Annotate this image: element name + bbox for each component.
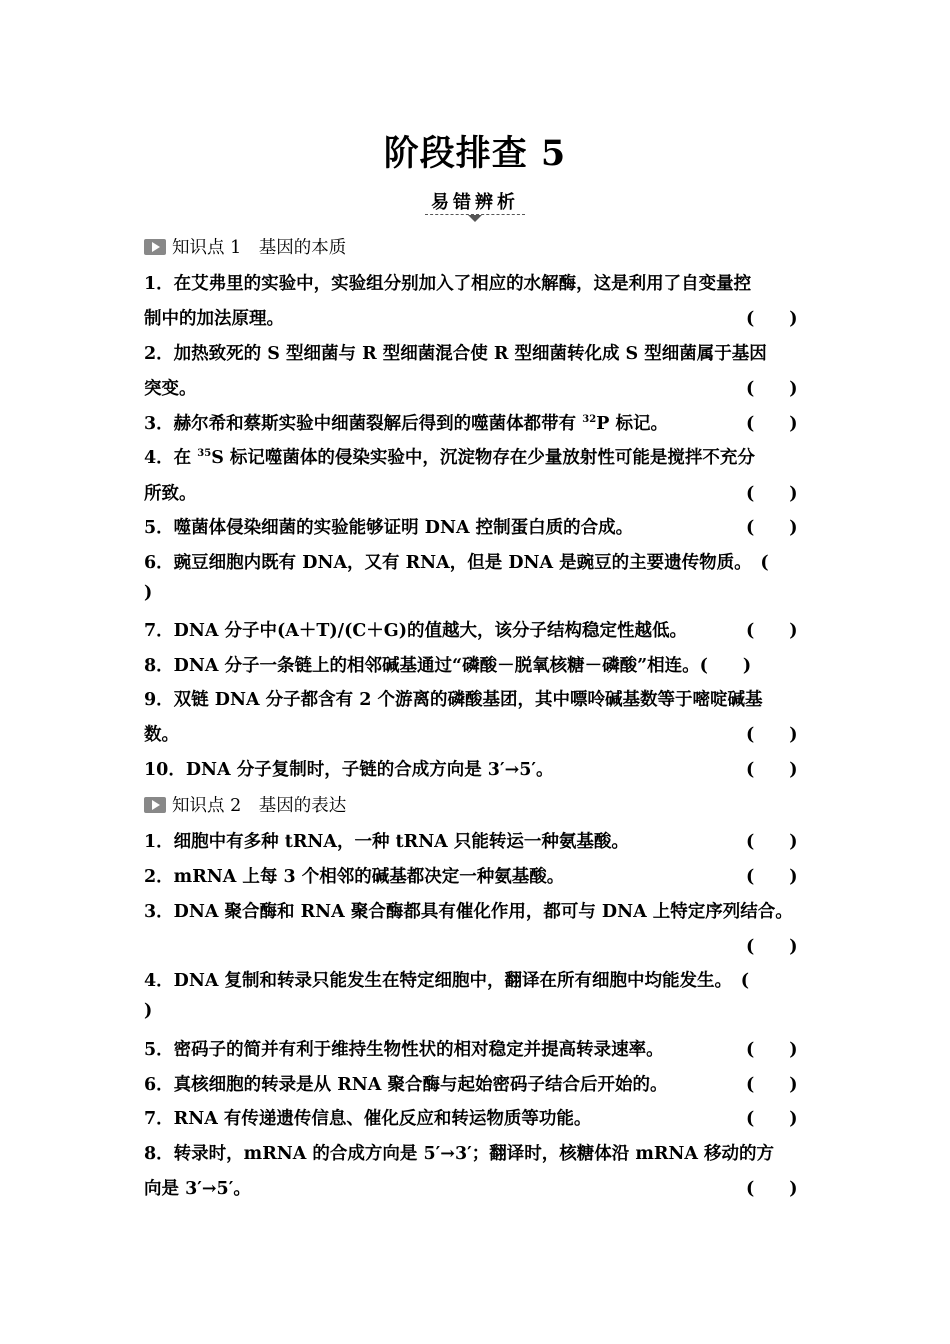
play-icon bbox=[144, 797, 166, 813]
question-line: 8．转录时，mRNA 的合成方向是 5′→3′；翻译时，核糖体沿 mRNA 移动的方 bbox=[144, 1144, 775, 1164]
question-line: 9．双链 DNA 分子都含有 2 个游离的磷酸基团，其中嘌呤碱基数等于嘧啶碱基 bbox=[144, 690, 763, 710]
section-heading-2: 知识点 2 基因的表达 bbox=[144, 792, 346, 817]
question-line: 7．RNA 有传递遗传信息、催化反应和转运物质等功能。 bbox=[144, 1109, 592, 1129]
question-line: 向是 3′→5′。 bbox=[144, 1179, 251, 1199]
superscript: 32 bbox=[582, 414, 597, 425]
question-line: 4．在 $^{35}$S 标记噬菌体的侵染实验中，沉淀物存在少量放射性可能是搅拌不充分 bbox=[144, 448, 755, 468]
answer-blank[interactable]: ( ) bbox=[746, 518, 798, 538]
question-line: 8．DNA 分子一条链上的相邻碱基通过“磷酸－脱氧核糖－磷酸”相连。( ) bbox=[144, 656, 752, 676]
question-line: ) bbox=[144, 583, 153, 603]
question-line: 制中的加法原理。 bbox=[144, 309, 284, 329]
question-line: 7．DNA 分子中(A＋T)/(C＋G)的值越大，该分子结构稳定性越低。 bbox=[144, 621, 688, 641]
question-line: 突变。 bbox=[144, 379, 197, 399]
section-subtitle bbox=[0, 188, 950, 214]
answer-blank[interactable]: ( ) bbox=[746, 379, 798, 399]
answer-blank[interactable]: ( ) bbox=[746, 484, 798, 504]
answer-blank[interactable]: ( ) bbox=[746, 725, 798, 745]
question-line: 2．加热致死的 S 型细菌与 R 型细菌混合使 R 型细菌转化成 S 型细菌属于基因 bbox=[144, 344, 767, 364]
answer-blank[interactable]: ( ) bbox=[746, 1040, 798, 1060]
question-line: 6．豌豆细胞内既有 DNA，又有 RNA，但是 DNA 是豌豆的主要遗传物质。 ( bbox=[144, 553, 769, 573]
answer-blank[interactable]: ( ) bbox=[746, 1179, 798, 1199]
answer-blank[interactable]: ( ) bbox=[746, 1075, 798, 1095]
answer-blank[interactable]: ( ) bbox=[746, 309, 798, 329]
question-line: 2．mRNA 上每 3 个相邻的碱基都决定一种氨基酸。 bbox=[144, 867, 565, 887]
answer-blank[interactable]: ( ) bbox=[746, 867, 798, 887]
answer-blank[interactable]: ( ) bbox=[746, 937, 798, 957]
superscript: 35 bbox=[197, 448, 212, 459]
question-line: 4．DNA 复制和转录只能发生在特定细胞中，翻译在所有细胞中均能发生。 ( bbox=[144, 971, 750, 991]
page-title: 阶段排查 5 bbox=[383, 133, 567, 174]
question-line: 5．密码子的简并有利于维持生物性状的相对稳定并提高转录速率。 bbox=[144, 1040, 664, 1060]
question-line: 1．细胞中有多种 tRNA，一种 tRNA 只能转运一种氨基酸。 bbox=[144, 832, 629, 852]
question-line: 6．真核细胞的转录是从 RNA 聚合酶与起始密码子结合后开始的。 bbox=[144, 1075, 668, 1095]
question-line: 5．噬菌体侵染细菌的实验能够证明 DNA 控制蛋白质的合成。 bbox=[144, 518, 634, 538]
answer-blank[interactable]: ( ) bbox=[746, 760, 798, 780]
question-line: 1．在艾弗里的实验中，实验组分别加入了相应的水解酶，这是利用了自变量控 bbox=[144, 274, 752, 294]
answer-blank[interactable]: ( ) bbox=[746, 832, 798, 852]
question-line: 10．DNA 分子复制时，子链的合成方向是 3′→5′。 bbox=[144, 760, 554, 780]
question-line: 数。 bbox=[144, 725, 179, 745]
question-line: 3．赫尔希和蔡斯实验中细菌裂解后得到的噬菌体都带有 $^{32}$P 标记。 bbox=[144, 414, 668, 434]
answer-blank[interactable]: ( ) bbox=[746, 1109, 798, 1129]
answer-blank[interactable]: ( ) bbox=[746, 414, 798, 434]
answer-blank[interactable]: ( ) bbox=[746, 621, 798, 641]
question-line: 3．DNA 聚合酶和 RNA 聚合酶都具有催化作用，都可与 DNA 上特定序列结合。 bbox=[144, 902, 793, 922]
question-line: 所致。 bbox=[144, 484, 197, 504]
subtitle-text: 易错辨析 bbox=[431, 192, 519, 213]
play-icon bbox=[144, 239, 166, 255]
section-heading-1: 知识点 1 基因的本质 bbox=[144, 234, 346, 259]
question-line: ) bbox=[144, 1001, 153, 1021]
subtitle-arrow-icon bbox=[468, 215, 482, 222]
